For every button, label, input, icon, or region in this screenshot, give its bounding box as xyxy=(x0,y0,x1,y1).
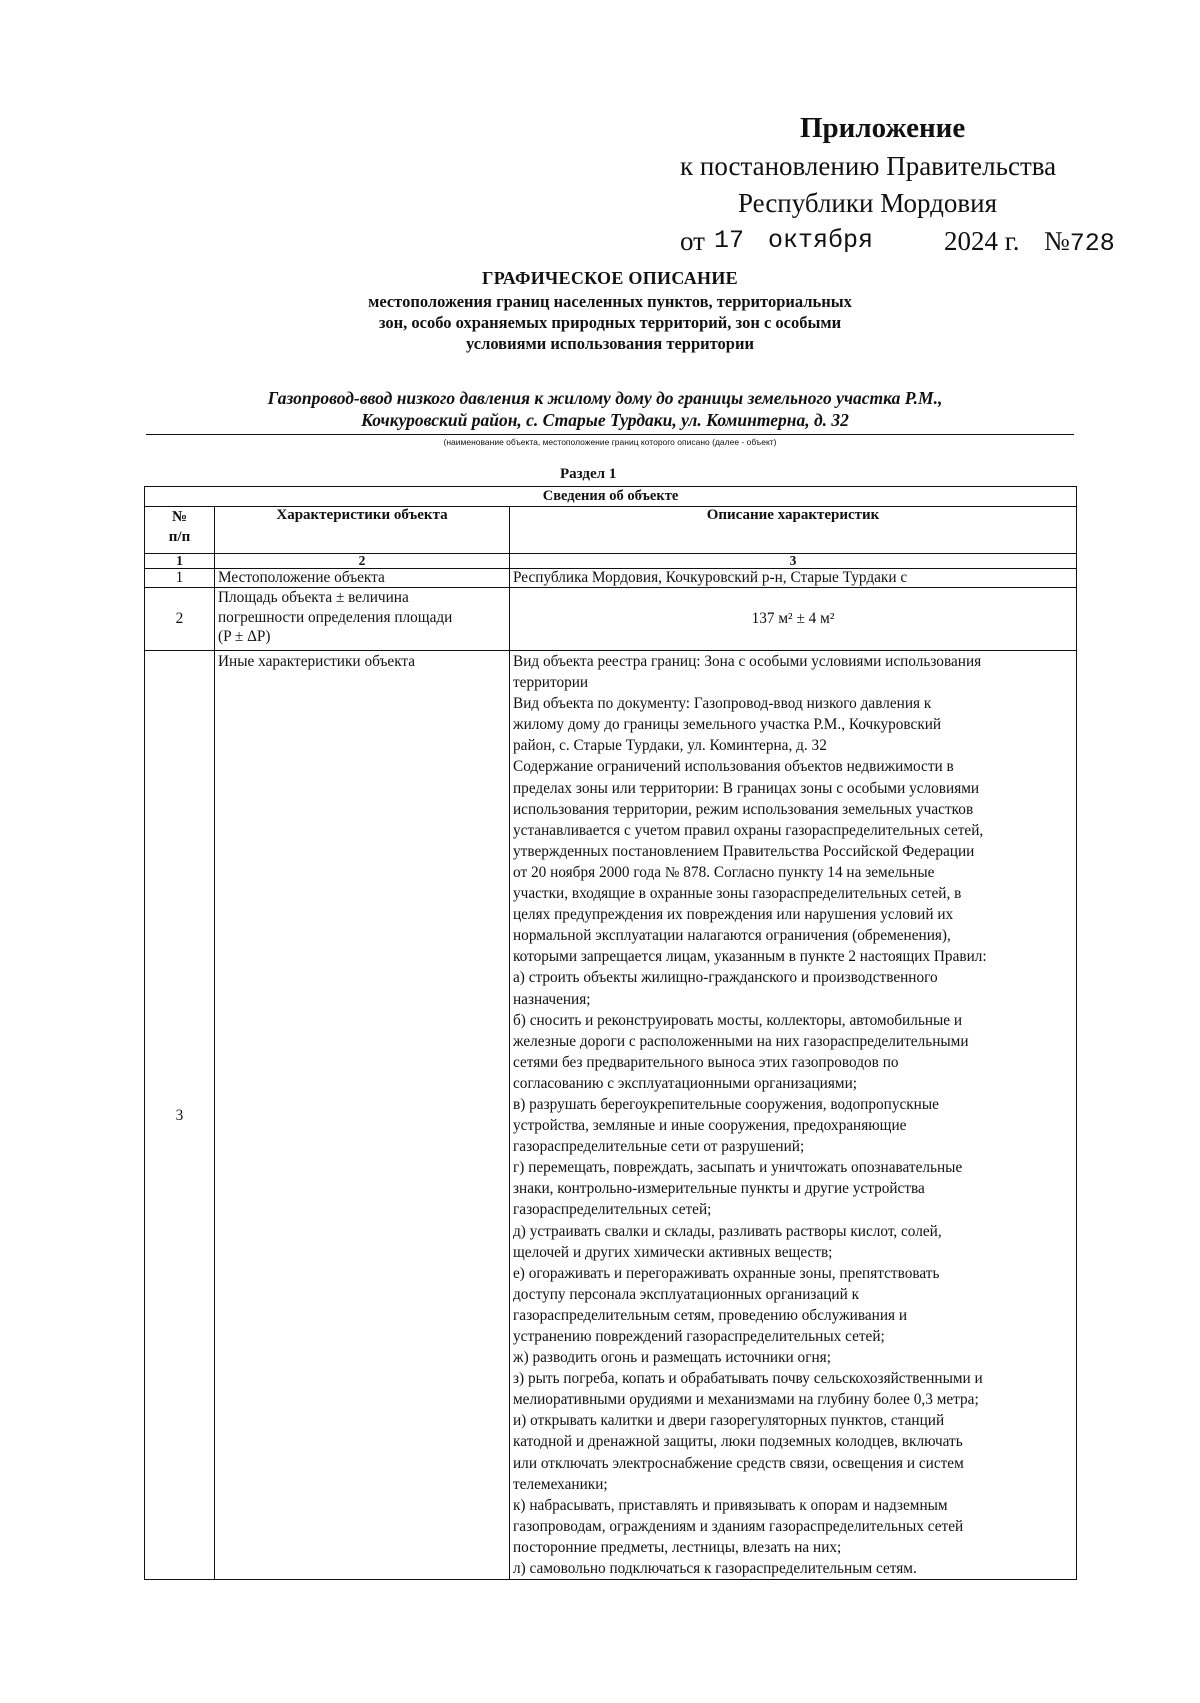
row-number: 3 xyxy=(145,651,215,1580)
header-number-line-1: № xyxy=(171,509,188,525)
row-value: 137 м² ± 4 м² xyxy=(510,588,1077,651)
section-label: Раздел 1 xyxy=(560,466,617,482)
document-number xyxy=(1044,226,1115,258)
description-line: и) открывать калитки и двери газорегуляторных пунктов, станций xyxy=(513,1412,945,1430)
header-description: Описание характеристик xyxy=(510,507,1077,554)
date-day: 17 xyxy=(714,226,745,255)
description-line: газопроводам, ограждениям и зданиям газораспределительных сетей xyxy=(513,1517,964,1535)
description-line: л) самовольно подключаться к газораспределительным сетям. xyxy=(513,1560,917,1578)
row-number: 2 xyxy=(145,588,215,651)
description-line: газораспределительных сетей; xyxy=(513,1201,712,1219)
description-line: Вид объекта реестра границ: Зона с особыми условиями использования xyxy=(513,653,982,670)
document-title-sub-line: местоположения границ населенных пунктов, территориальных xyxy=(368,292,852,311)
appendix-title: Приложение xyxy=(800,112,966,144)
table-header-row xyxy=(145,507,1077,554)
description-line: мелиоративными орудиями и механизмами на глубину более 0,3 метра; xyxy=(513,1391,979,1409)
description-line: пределах зоны или территории: В границах зоны с особыми условиями xyxy=(513,779,980,797)
description-line: жилому дому до границы земельного участка Р.М., Кочкуровский xyxy=(513,716,942,734)
description-line: которыми запрещается лицам, указанным в пункте 2 настоящих Правил: xyxy=(513,948,987,966)
description-line: знаки, контрольно-измерительные пункты и другие устройства xyxy=(513,1180,925,1198)
table-title: Сведения об объекте xyxy=(145,487,1077,507)
header-characteristics: Характеристики объекта xyxy=(215,507,510,554)
appendix-line-1: к постановлению Правительства xyxy=(680,151,1057,181)
description-line: или отключать электроснабжение средств связи, освещения и систем xyxy=(513,1454,964,1472)
document-title-sub-line: условиями использования территории xyxy=(466,334,754,353)
description-line: в) разрушать берегоукрепительные сооружения, водопропускные xyxy=(513,1095,939,1113)
description-line: Вид объекта по документу: Газопровод-ввод низкого давления к xyxy=(513,695,932,713)
description-line: катодной и дренажной защиты, люки подземных колодцев, включать xyxy=(513,1433,963,1451)
description-line: участки, входящие в охранные зоны газораспределительных сетей, в xyxy=(513,885,962,903)
row-value xyxy=(510,651,1077,1580)
object-name-underline xyxy=(146,434,1074,435)
date-prefix: от xyxy=(680,226,705,256)
description-line: устройства, земляные и иные сооружения, предохраняющие xyxy=(513,1117,907,1135)
description-line: район, с. Старые Турдаки, ул. Коминтерна, д. 32 xyxy=(513,737,827,755)
table-row xyxy=(145,651,1077,1580)
document-title-sub-line: зон, особо охраняемых природных территорий, зон с особыми xyxy=(378,313,842,332)
row-characteristic: Местоположение объекта xyxy=(215,569,510,588)
description-line: территории xyxy=(513,674,589,692)
object-name xyxy=(140,387,1070,431)
description-line: от 20 ноября 2000 года № 878. Согласно пункту 14 на земельные xyxy=(513,863,935,881)
description-line: устанавливается с учетом правил охраны газораспределительных сетей, xyxy=(513,821,984,839)
appendix-line-2: Республики Мордовия xyxy=(738,188,998,218)
description-line: доступу персонала эксплуатационных организаций к xyxy=(513,1285,860,1303)
column-number: 3 xyxy=(510,554,1077,569)
description-line: з) рыть погреба, копать и обрабатывать почву сельскохозяйственными и xyxy=(513,1370,983,1388)
description-line: железные дороги с расположенными на них газораспределительными xyxy=(513,1032,969,1050)
header-number xyxy=(145,507,215,554)
description-line: назначения; xyxy=(513,990,591,1008)
description-line: к) набрасывать, приставлять и привязывать к опорам и надземным xyxy=(513,1496,948,1514)
table-title-row xyxy=(145,487,1077,507)
row-characteristic-line: (P ± ΔP) xyxy=(218,628,271,645)
object-info-table xyxy=(144,486,1077,1580)
description-line: целях предупреждения их повреждения или нарушения условий их xyxy=(513,906,954,924)
row-number: 1 xyxy=(145,569,215,588)
description-line: согласованию с эксплуатационными организациями; xyxy=(513,1074,858,1092)
date-month: октября xyxy=(768,226,874,255)
column-number: 2 xyxy=(215,554,510,569)
document-title-sub xyxy=(130,291,1090,354)
number-sign: № xyxy=(1044,226,1070,256)
description-line: б) сносить и реконструировать мосты, коллекторы, автомобильные и xyxy=(513,1011,963,1029)
description-line: утвержденных постановлением Правительства Российской Федерации xyxy=(513,842,975,860)
object-name-caption: (наименование объекта, местоположение границ которого описано (далее - объект) xyxy=(443,437,777,447)
description-line: ж) разводить огонь и размещать источники огня; xyxy=(513,1349,831,1367)
description-line: посторонние предметы, лестницы, влезать на них; xyxy=(513,1538,842,1556)
table-row xyxy=(145,569,1077,588)
date-year: 2024 г. xyxy=(944,226,1020,256)
document-title xyxy=(130,268,1090,354)
row-characteristic xyxy=(215,588,510,651)
row-characteristic-line: Площадь объекта ± величина xyxy=(218,589,409,606)
object-name-line-1: Газопровод-ввод низкого давления к жилому дому до границы земельного участка Р.М., xyxy=(267,388,943,408)
number-value: 728 xyxy=(1069,229,1115,258)
header-number-line-2: п/п xyxy=(168,529,191,545)
column-number-row xyxy=(145,554,1077,569)
description-line: Содержание ограничений использования объектов недвижимости в xyxy=(513,758,954,776)
object-name-line-2: Кочкуровский район, с. Старые Турдаки, ул. Коминтерна, д. 32 xyxy=(361,410,849,430)
description-line: использования территории, режим использования земельных участков xyxy=(513,800,974,818)
document-title-main: ГРАФИЧЕСКОЕ ОПИСАНИЕ xyxy=(482,268,738,288)
description-line: г) перемещать, повреждать, засыпать и уничтожать опознавательные xyxy=(513,1159,963,1177)
description-line: телемеханики; xyxy=(513,1475,608,1493)
description-line: газораспределительные сети от разрушений; xyxy=(513,1138,805,1156)
row-value: Республика Мордовия, Кочкуровский р-н, Старые Турдаки с xyxy=(510,569,1077,588)
description-line: устранению повреждений газораспределительных сетей; xyxy=(513,1328,885,1345)
description-line: щелочей и других химически активных веществ; xyxy=(513,1243,833,1261)
column-number: 1 xyxy=(145,554,215,569)
table-row xyxy=(145,588,1077,651)
description-line: д) устраивать свалки и склады, разливать растворы кислот, солей, xyxy=(513,1222,942,1240)
description-line: а) строить объекты жилищно-гражданского и производственного xyxy=(513,969,938,987)
description-line: е) огораживать и перегораживать охранные зоны, препятствовать xyxy=(513,1264,940,1282)
description-line: сетями без предварительного выноса этих газопроводов по xyxy=(513,1053,899,1071)
row-characteristic-line: погрешности определения площади xyxy=(218,608,453,626)
description-line: нормальной эксплуатации налагаются ограничения (обременения), xyxy=(513,927,951,945)
row-characteristic: Иные характеристики объекта xyxy=(215,651,510,1580)
description-line: газораспределительным сетям, проведению обслуживания и xyxy=(513,1306,908,1324)
